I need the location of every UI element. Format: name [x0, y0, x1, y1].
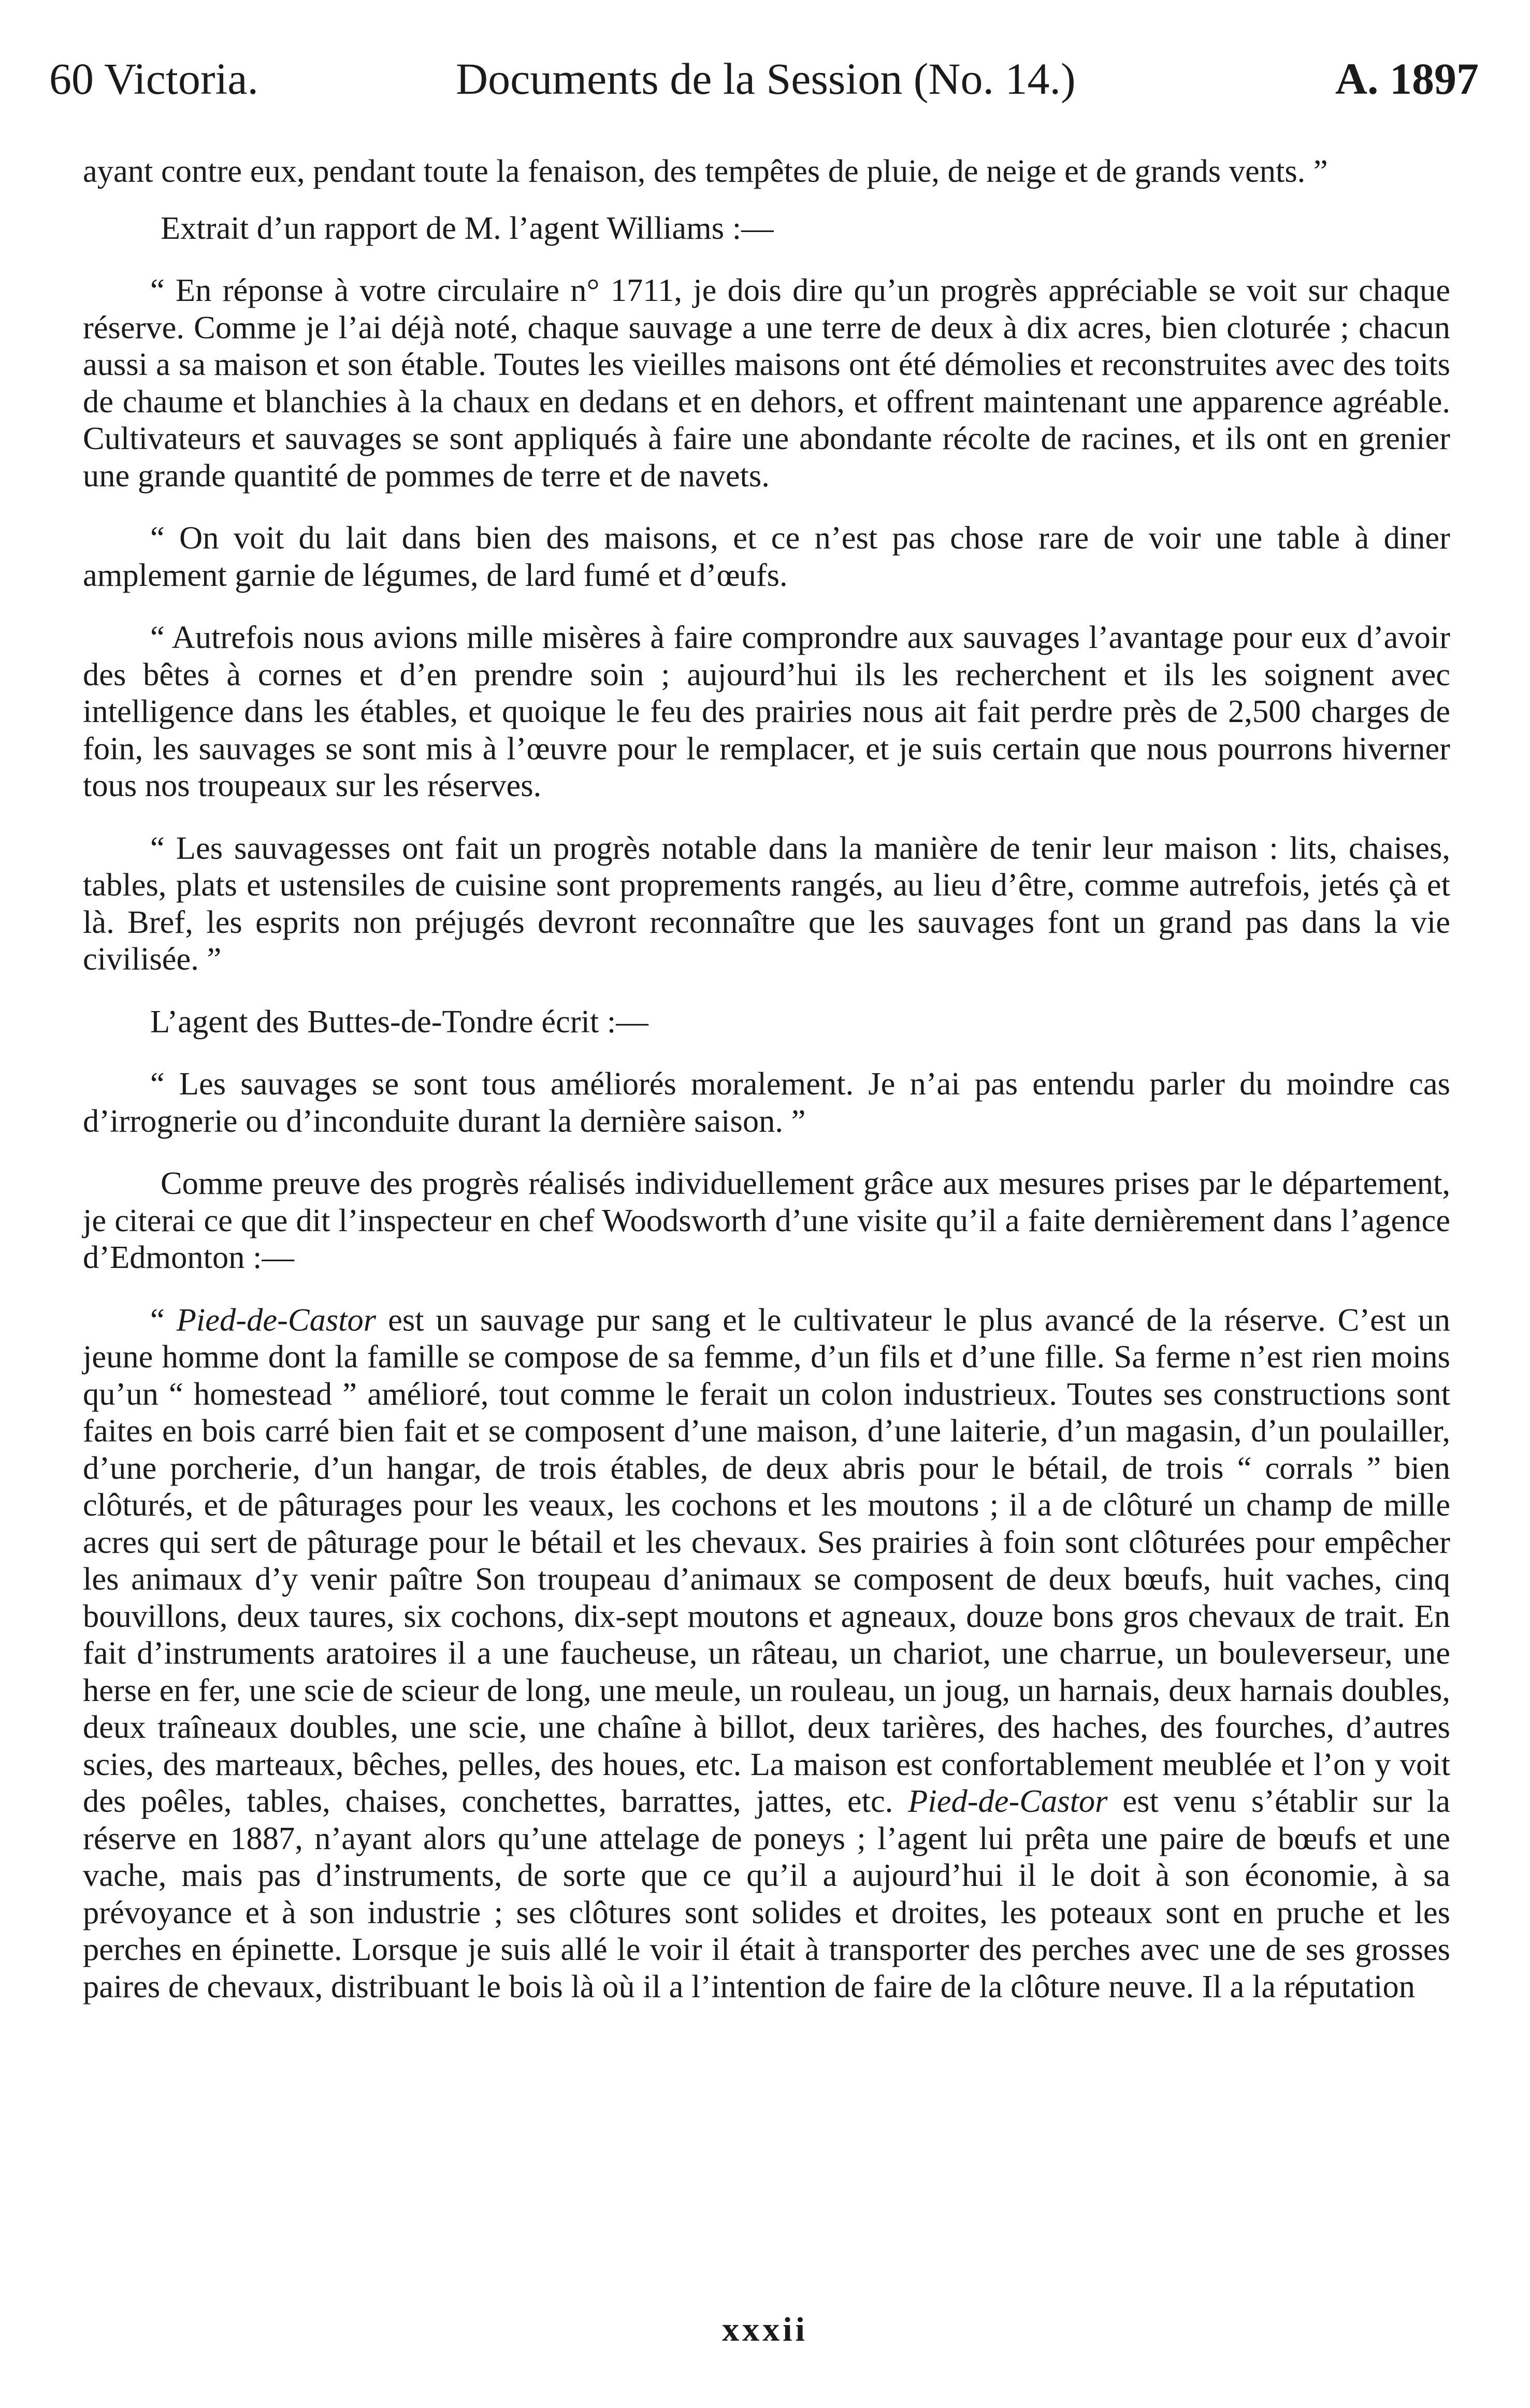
text-segment-b: est venu s’établir sur la réserve en 1887, n’ayant alors qu’une attelage de poneys ; l’agent lui prêta une paire de bœufs et une vache, mais pas d’instruments, de sorte que ce qu’il a aujourd’hui il le doit à son économie, à sa prévoyance et à son industrie ; ses clôtures sont solides et droites, les poteaux sont en pruche et les perches en épinette. Lorsque je suis allé le voir il était à transporter des perches avec une de ses grosses paires de chevaux, distribuant le bois là où il a l’intention de faire de la clôture neuve. Il a la réputation	[83, 1783, 1450, 2005]
running-header	[49, 48, 1479, 110]
paragraph-buttes-intro: L’agent des Buttes-de-Tondre écrit :—	[150, 1003, 648, 1040]
body-text	[83, 153, 1450, 2005]
paragraph-williams-intro: Extrait d’un rapport de M. l’agent Williams :—	[161, 209, 774, 246]
paragraph-pied-de-castor	[83, 1302, 1450, 2006]
paragraph-williams-quote-4: “ Les sauvagesses ont fait un progrès notable dans la manière de tenir leur maison : lits, chaises, tables, plats et ustensiles de cuisine sont proprements rangés, au lieu d’être, comme autrefois, jetés çà et là. Bref, les esprits non préjugés devront reconnaître que les sauvages font un grand pas dans la vie civilisée. ”	[83, 829, 1450, 977]
paragraph-williams-quote-1: “ En réponse à votre circulaire n° 1711, je dois dire qu’un progrès appréciable se voit sur chaque réserve. Comme je l’ai déjà noté, chaque sauvage a une terre de deux à dix acres, bien cloturée ; chacun aussi a sa maison et son étable. Toutes les vieilles maisons ont été démolies et reconstruites avec des toits de chaume et blanchies à la chaux en dedans et en dehors, et offrent maintenant une apparence agréable. Cultivateurs et sauvages se sont appliqués à faire une abondante récolte de racines, et ils ont en grenier une grande quantité de pommes de terre et de navets.	[83, 272, 1450, 494]
text-segment-a: est un sauvage pur sang et le cultivateur le plus avancé de la réserve. C’est un jeune homme dont la famille se compose de sa femme, d’un fils et d’une fille. Sa ferme n’est rien moins qu’un “ homestead ” amélioré, tout comme le ferait un colon industrieux. Toutes ses constructions sont faites en bois carré bien fait et se composent d’une maison, d’une laiterie, d’un magasin, d’un poulailler, d’une porcherie, d’un hangar, de trois étables, de deux abris pour le bétail, de trois “ corrals ” bien clôturés, et de pâturages pour les veaux, les cochons et les moutons ; il a de clôturé un champ de mille acres qui sert de pâturage pour le bétail et les chevaux. Ses prairies à foin sont clôturées pour empêcher les animaux d’y venir paître Son troupeau d’animaux se composent de deux bœufs, huit vaches, cinq bouvillons, deux taures, six cochons, dix-sept moutons et agneaux, douze bons gros chevaux de trait. En fait d’instruments aratoires il a une faucheuse, un râteau, un chariot, une charrue, un bouleverseur, une herse en fer, une scie de scieur de long, une meule, un rouleau, un joug, un harnais, deux harnais doubles, deux traîneaux doubles, une scie, une chaîne à billot, deux tarières, des haches, des fourches, d’autres scies, des marteaux, bêches, pelles, des houes, etc. La maison est confortablement meublée et l’on y voit des poêles, tables, chaises, conchettes, barrattes, jattes, etc.	[83, 1301, 1450, 1819]
header-title: Documents de la Session (No. 14.)	[456, 54, 1076, 104]
paragraph-continuation: ayant contre eux, pendant toute la fenaison, des tempêtes de pluie, de neige et de grands vents. ”	[83, 153, 1328, 189]
header-year: A. 1897	[1335, 54, 1479, 104]
paragraph-woodsworth-intro: Comme preuve des progrès réalisés individuellement grâce aux mesures prises par le département, je citerai ce que dit l’inspecteur en chef Woodsworth d’une visite qu’il a faite dernièrement dans l’agence d’Edmonton :—	[83, 1165, 1450, 1275]
paragraph-williams-quote-2: “ On voit du lait dans bien des maisons, et ce n’est pas chose rare de voir une table à diner amplement garnie de légumes, de lard fumé et d’œufs.	[83, 520, 1450, 593]
paragraph-williams-quote-3: “ Autrefois nous avions mille misères à faire comprondre aux sauvages l’avantage pour eux d’avoir des bêtes à cornes et d’en prendre soin ; aujourd’hui ils les recherchent et ils les soignent avec intelligence dans les étables, et quoique le feu des prairies nous ait fait perdre près de 2,500 charges de foin, les sauvages se sont mis à l’œuvre pour le remplacer, et je suis certain que nous pourrons hiverner tous nos troupeaux sur les réserves.	[83, 619, 1450, 803]
page-number: xxxii	[722, 2311, 808, 2348]
name-pied-de-castor: Pied-de-Castor	[176, 1301, 377, 1338]
paragraph-buttes-quote: “ Les sauvages se sont tous améliorés moralement. Je n’ai pas entendu parler du moindre cas d’irrognerie ou d’inconduite durant la dernière saison. ”	[83, 1065, 1450, 1139]
quote-open: “	[150, 1301, 177, 1338]
name-pied-de-castor-2: Pied-de-Castor	[908, 1783, 1108, 1819]
header-regnal-year: 60 Victoria.	[49, 54, 259, 104]
